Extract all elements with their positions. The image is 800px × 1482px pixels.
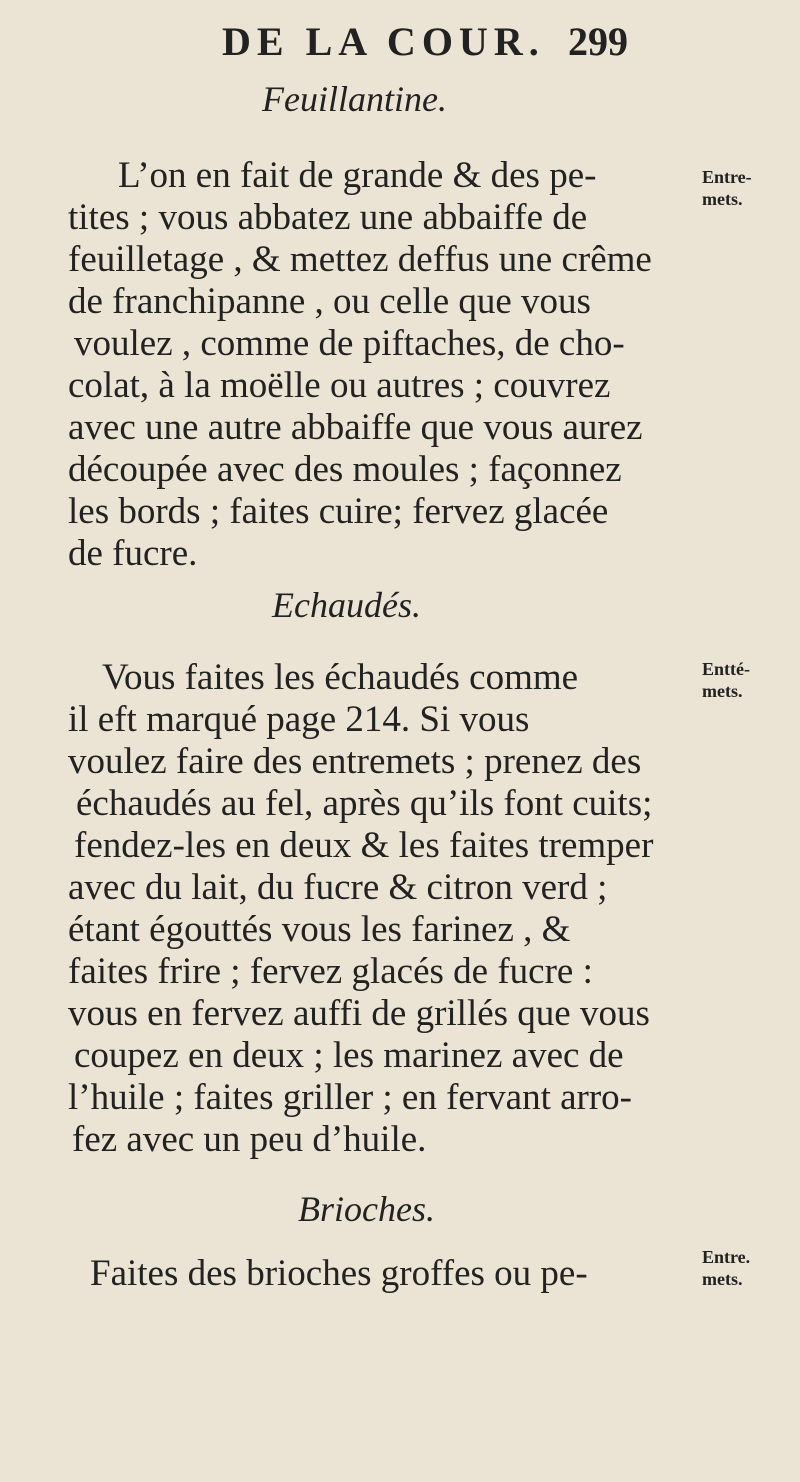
text-line: tites ; vous abbatez une abbaiffe de [68, 197, 588, 238]
text-line: Vous faites les échaudés comme [102, 657, 579, 698]
text-line: colat, à la moëlle ou autres ; couvrez [68, 365, 611, 406]
margin-note-line: mets. [702, 681, 743, 701]
text-line: faites frire ; fervez glacés de fucre : [68, 951, 593, 992]
margin-note-line: mets. [702, 1269, 743, 1289]
text-line: voulez faire des entremets ; prenez des [68, 741, 642, 782]
text-line: étant égouttés vous les farinez , & [68, 909, 571, 950]
text-line: avec du lait, du fucre & citron verd ; [68, 867, 608, 908]
text-line: de fucre. [68, 533, 198, 574]
text-line: échaudés au fel, après qu’ils font cuits; [76, 783, 653, 824]
section-heading-echaudes: Echaudés. [272, 585, 421, 625]
text-line: fendez-les en deux & les faites tremper [74, 825, 654, 866]
text-line: feuilletage , & mettez deffus une crême [68, 239, 652, 280]
margin-note-echaudes [702, 658, 792, 702]
text-line: de franchipanne , ou celle que vous [68, 281, 591, 322]
text-line: avec une autre abbaiffe que vous aurez [68, 407, 643, 448]
text-line: L’on en fait de grande & des pe- [118, 155, 597, 196]
text-line: vous en fervez auffi de grillés que vous [68, 993, 650, 1034]
text-line: Faites des brioches groffes ou pe- [90, 1253, 588, 1294]
section-heading-brioches: Brioches. [298, 1189, 435, 1229]
margin-note-line: Entre. [702, 1247, 751, 1267]
page-number: 299 [568, 19, 628, 64]
text-line: fez avec un peu d’huile. [72, 1119, 427, 1160]
section-heading-feuillantine: Feuillantine. [262, 79, 447, 119]
text-line: coupez en deux ; les marinez avec de [74, 1035, 624, 1076]
text-line: voulez , comme de piftaches, de cho- [74, 323, 625, 364]
text-line: il eft marqué page 214. Si vous [68, 699, 530, 740]
text-line: l’huile ; faites griller ; en fervant arro- [68, 1077, 632, 1118]
running-head: DE LA COUR. [222, 19, 545, 64]
text-line: les bords ; faites cuire; fervez glacée [68, 491, 609, 532]
margin-note-brioches [702, 1246, 792, 1290]
text-line: découpée avec des moules ; façonnez [68, 449, 622, 490]
margin-note-line: Entté- [702, 659, 750, 679]
margin-note-line: mets. [702, 189, 743, 209]
margin-note-line: Entre- [702, 167, 752, 187]
